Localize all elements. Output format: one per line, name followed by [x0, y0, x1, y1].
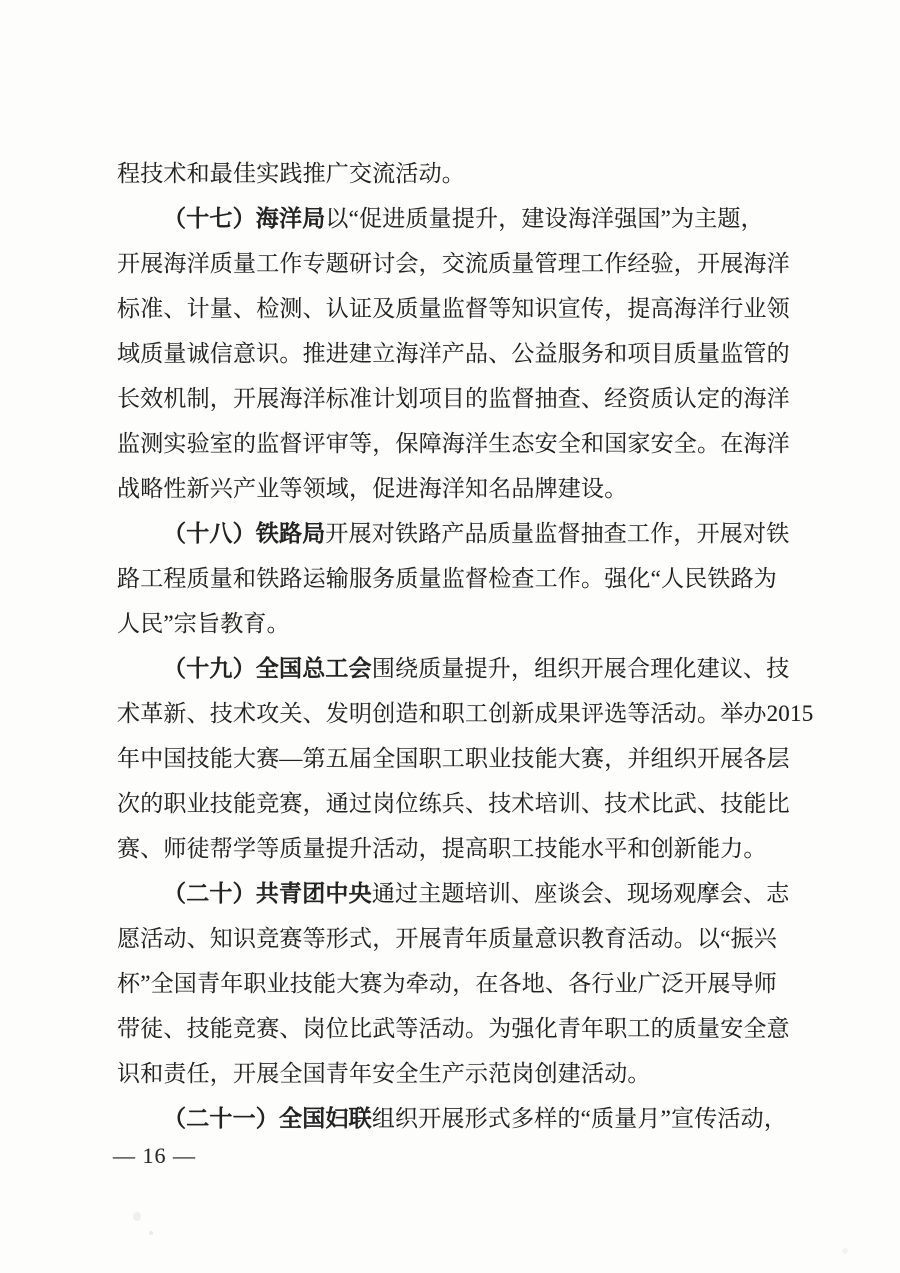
- line-text: 赛、师徒帮学等质量提升活动，提高职工技能水平和创新能力。: [117, 836, 767, 861]
- line-text: 路工程质量和铁路运输服务质量监督检查工作。强化“人民铁路为: [117, 566, 778, 591]
- line-text: 围绕质量提升，组织开展合理化建议、技: [371, 656, 790, 681]
- text-line: [117, 916, 817, 961]
- line-text: 年中国技能大赛—第五届全国职工职业技能大赛，并组织开展各层: [117, 746, 790, 771]
- text-line: [117, 241, 817, 286]
- scan-speckle: [133, 1212, 141, 1221]
- text-line: [117, 961, 817, 1006]
- section-org-heading: （十九）全国总工会: [163, 656, 372, 681]
- line-text: 人民”宗旨教育。: [117, 611, 290, 636]
- line-text: 开展对铁路产品质量监督抽查工作，开展对铁: [325, 521, 790, 546]
- line-text: 以“促进质量提升，建设海洋强国”为主题，: [325, 206, 764, 231]
- line-text: 域质量诚信意识。推进建立海洋产品、公益服务和项目质量监管的: [117, 341, 790, 366]
- text-line: [117, 331, 817, 376]
- line-text: 长效机制，开展海洋标准计划项目的监督抽查、经资质认定的海洋: [117, 386, 790, 411]
- section-org-heading: （十七）海洋局: [163, 206, 326, 231]
- line-text: 组织开展形式多样的“质量月”宣传活动，: [371, 1106, 788, 1131]
- line-text: 术革新、技术攻关、发明创造和职工创新成果评选等活动。举办2015: [117, 701, 814, 726]
- text-line: [117, 421, 817, 466]
- text-line: [117, 646, 817, 691]
- scan-speckle: [149, 1231, 153, 1235]
- text-line: [117, 781, 817, 826]
- text-line: [117, 871, 817, 916]
- line-text: 次的职业技能竞赛，通过岗位练兵、技术培训、技术比武、技能比: [117, 791, 790, 816]
- text-line: [117, 601, 817, 646]
- line-text: 程技术和最佳实践推广交流活动。: [117, 161, 465, 186]
- line-text: 识和责任，开展全国青年安全生产示范岗创建活动。: [117, 1061, 651, 1086]
- text-line: [117, 1096, 817, 1141]
- text-line: [117, 466, 817, 511]
- text-line: [117, 376, 817, 421]
- text-line: [117, 1006, 817, 1051]
- section-org-heading: （二十一）全国妇联: [163, 1106, 372, 1131]
- text-line: [117, 151, 817, 196]
- text-line: [117, 736, 817, 781]
- line-text: 战略性新兴产业等领域，促进海洋知名品牌建设。: [117, 476, 628, 501]
- line-text: 开展海洋质量工作专题研讨会，交流质量管理工作经验，开展海洋: [117, 251, 790, 276]
- scan-speckle: [842, 1248, 848, 1254]
- section-org-heading: （二十）共青团中央: [163, 881, 372, 906]
- line-text: 监测实验室的监督评审等，保障海洋生态安全和国家安全。在海洋: [117, 431, 790, 456]
- text-line: [117, 826, 817, 871]
- line-text: 带徒、技能竞赛、岗位比武等活动。为强化青年职工的质量安全意: [117, 1016, 790, 1041]
- text-line: [117, 196, 817, 241]
- line-text: 标准、计量、检测、认证及质量监督等知识宣传，提高海洋行业领: [117, 296, 790, 321]
- line-text: 通过主题培训、座谈会、现场观摩会、志: [371, 881, 790, 906]
- text-line: [117, 286, 817, 331]
- line-text: 愿活动、知识竞赛等形式，开展青年质量意识教育活动。以“振兴: [117, 926, 778, 951]
- text-line: [117, 556, 817, 601]
- document-body: [117, 151, 817, 1141]
- text-line: [117, 1051, 817, 1096]
- line-text: 杯”全国青年职业技能大赛为牵动，在各地、各行业广泛开展导师: [117, 971, 778, 996]
- text-line: [117, 691, 817, 736]
- text-line: [117, 511, 817, 556]
- page-number: — 16 —: [113, 1143, 196, 1168]
- section-org-heading: （十八）铁路局: [163, 521, 326, 546]
